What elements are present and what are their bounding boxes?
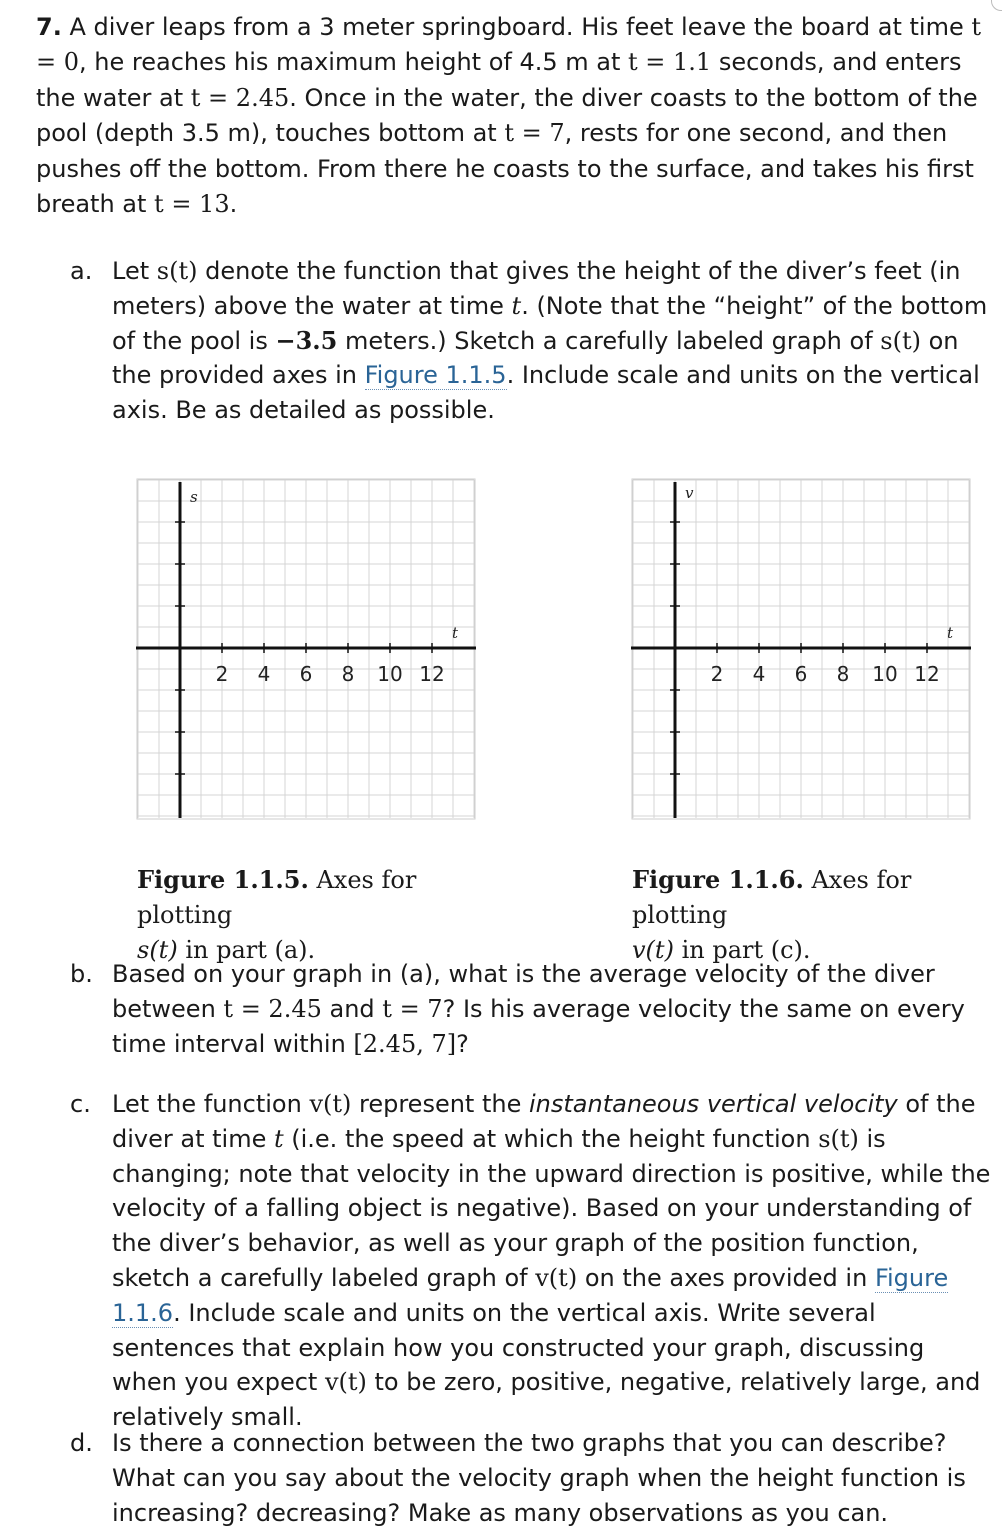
part-b-text [112, 957, 996, 1061]
part-a-math-depth: −3.5 [275, 325, 338, 355]
part-b [70, 957, 996, 1061]
figure-1-1-6-axes [631, 478, 971, 820]
figure-1-1-6-caption [632, 862, 1002, 968]
figure-1-1-5-caption [137, 862, 507, 968]
y-axis-label: s [190, 488, 198, 506]
part-b-math-interval: [2.45, 7] [353, 1029, 457, 1058]
part-c-text-7: . Include scale and units on the vertical axis. Write several sentences that explain how you constructed your graph, discussing when you expect [112, 1298, 925, 1397]
exercise-text-6: . [229, 190, 238, 219]
x-axis-label: t [947, 624, 954, 642]
caption-tail: in part (a). [177, 936, 316, 964]
part-c-text-6: on the axes provided in [577, 1263, 875, 1292]
figure-1-1-6-link[interactable]: Figure 1.1.6 [112, 1263, 949, 1327]
tick-label-12: 12 [914, 662, 940, 686]
tick-label-4: 4 [257, 662, 271, 686]
part-a-text [112, 254, 996, 428]
part-c-text-4: (i.e. the speed at which the height function [283, 1124, 819, 1153]
part-c-text-3: of the diver at time [112, 1090, 976, 1153]
exercise-text-5: , rests for one second, and then pushes off the bottom. From there he coasts to the surface, and takes his first breath at [36, 119, 974, 219]
exercise-math-t2: t = 2.45 [190, 83, 290, 112]
caption-label: Figure 1.1.6. [632, 865, 804, 894]
caption-label: Figure 1.1.5. [137, 865, 309, 894]
part-a-text-4: meters.) Sketch a carefully labeled graph of [337, 326, 881, 355]
exercise-text-2: , he reaches his maximum height of 4.5 m at [79, 48, 629, 77]
part-b-text-4: ? [456, 1029, 469, 1058]
part-a-math-t: t [511, 291, 522, 320]
part-c-text-8: to be zero, positive, negative, relatively large, and relatively small. [112, 1368, 981, 1432]
part-c-text-1: Let the function [112, 1090, 310, 1118]
part-b-math-t1: t = 2.45 [223, 994, 322, 1023]
part-b-text-2: and [321, 994, 383, 1023]
part-c-emphasis: instantaneous vertical velocity [528, 1090, 898, 1118]
figure-1-1-5-axes [136, 478, 476, 820]
part-a-math-s: s(t) [156, 257, 198, 285]
tick-labels [216, 662, 445, 686]
y-axis-label: v [685, 484, 694, 502]
tick-label-2: 2 [215, 662, 229, 686]
tick-label-6: 6 [299, 662, 313, 686]
tick-label-12: 12 [419, 662, 445, 686]
part-a-math-s2: s(t) [880, 326, 921, 355]
caption-function: v(t) [632, 936, 674, 964]
exercise-text-3: seconds, and enters the water at [36, 48, 962, 112]
part-b-text-1: Based on your graph in (a), what is the average velocity of the diver between [112, 960, 935, 1023]
exercise-math-t0: t = 0 [36, 13, 981, 77]
part-a-text-1: Let [112, 257, 157, 285]
exercise-math-t1: t = 1.1 [628, 48, 712, 77]
caption-text: Axes for plotting [632, 866, 912, 929]
part-b-text-3: ? Is his average velocity the same on every time interval within [112, 994, 965, 1058]
part-c-text-5: is changing; note that velocity in the upward direction is positive, while the velocity of a falling object is negative). Based on your understanding of the diver’s behavior, as well as your graph of the position function, sketch a carefully labeled graph of [112, 1124, 991, 1292]
part-c-math-s: s(t) [818, 1124, 859, 1153]
exercise-math-t3: t = 7 [504, 119, 565, 148]
part-a-text-2: denote the function that gives the height of the diver’s feet (in meters) above the water at time [112, 257, 961, 320]
part-c-math-v3: v(t) [324, 1368, 367, 1397]
part-c-math-v1: v(t) [309, 1090, 352, 1118]
exercise-text-4: . Once in the water, the diver coasts to the bottom of the pool (depth 3.5 m), touches bottom at [36, 83, 978, 148]
exercise-math-t4: t = 13 [154, 190, 230, 219]
part-a-text-6: . Include scale and units on the vertical axis. Be as detailed as possible. [112, 361, 980, 425]
page-corner-mark [991, 0, 1002, 11]
part-c-letter: c. [70, 1090, 91, 1118]
part-c-math-t: t [273, 1124, 284, 1153]
part-c-text-2: represent the [351, 1090, 529, 1118]
tick-label-8: 8 [836, 662, 850, 686]
tick-label-4: 4 [752, 662, 766, 686]
part-c-text [112, 1087, 996, 1435]
tick-labels [711, 662, 940, 686]
exercise-statement [36, 10, 986, 222]
tick-label-8: 8 [341, 662, 355, 686]
part-d-text: Is there a connection between the two graphs that you can describe? What can you say about the velocity graph when the height function is increasing? decreasing? Make as many observations as you can. [112, 1429, 966, 1527]
tick-label-6: 6 [794, 662, 808, 686]
part-d [70, 1426, 996, 1530]
tick-label-10: 10 [872, 662, 898, 686]
caption-function: s(t) [137, 936, 178, 964]
part-c-math-v2: v(t) [535, 1263, 578, 1292]
part-b-letter: b. [70, 960, 93, 988]
x-axis-label: t [452, 624, 459, 642]
figure-1-1-5-link[interactable]: Figure 1.1.5 [364, 361, 507, 390]
part-b-math-t2: t = 7 [382, 994, 443, 1023]
part-d-letter: d. [70, 1429, 93, 1457]
tick-label-10: 10 [377, 662, 403, 686]
part-a-letter: a. [70, 257, 93, 285]
caption-tail: in part (c). [673, 936, 811, 964]
part-c [70, 1087, 996, 1435]
exercise-number: 7. [36, 13, 62, 41]
caption-text: Axes for plotting [137, 866, 417, 929]
part-a-text-5: on the provided axes in [112, 326, 959, 390]
exercise-text-1: A diver leaps from a 3 meter springboard. His feet leave the board at time [61, 13, 972, 41]
part-a-text-3: . (Note that the “height” of the bottom of the pool is [112, 291, 988, 355]
tick-label-2: 2 [710, 662, 724, 686]
part-a [70, 254, 996, 428]
